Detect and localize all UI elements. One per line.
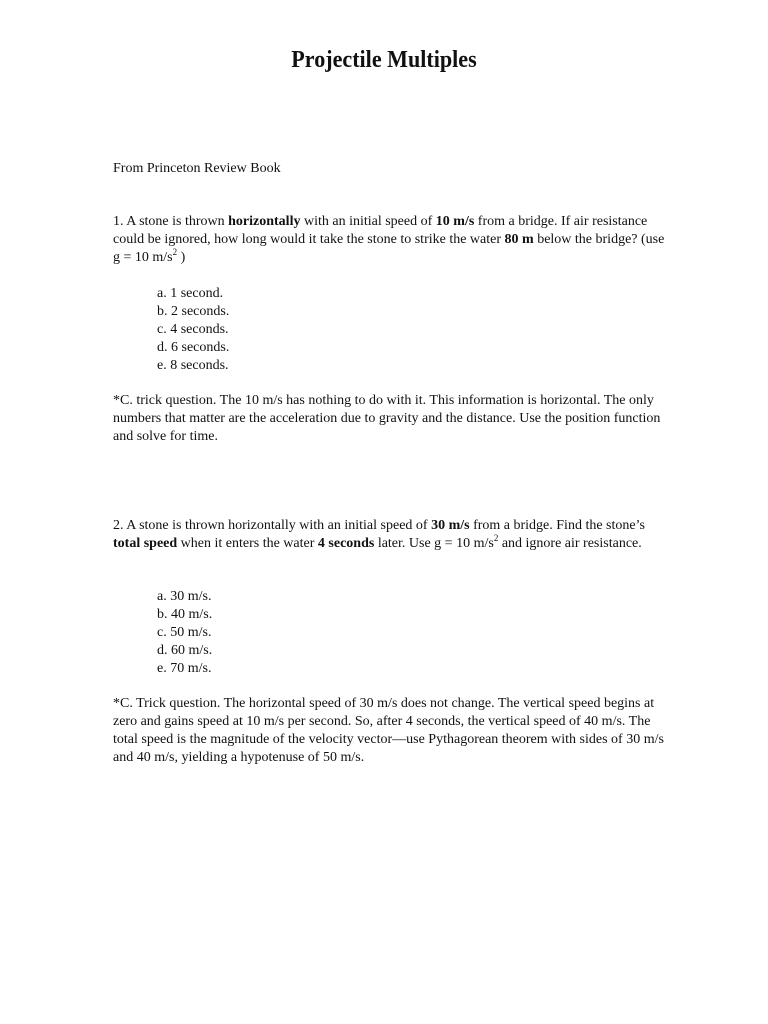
q2-bold-2: total speed	[113, 536, 178, 551]
q1-bold-2: 10 m/s	[435, 214, 475, 229]
q1-option-c: c. 4 seconds.	[157, 322, 229, 337]
q2-text-5: and ignore air resistance.	[498, 536, 642, 551]
q2-text-2: from a bridge. Find the stone’s	[469, 518, 645, 533]
q2-option-a: a. 30 m/s.	[157, 589, 212, 604]
q1-option-d: d. 6 seconds.	[157, 340, 230, 355]
question-2-options	[157, 588, 212, 678]
question-1-answer: *C. trick question. The 10 m/s has nothing to do with it. This information is horizontal. The only numbers that matter are the acceleration due to gravity and the distance. Use the position function and solve for time.	[113, 393, 661, 444]
q2-option-e: e. 70 m/s.	[157, 661, 212, 676]
q2-bold-1: 30 m/s	[431, 518, 470, 533]
q2-text-1: 2. A stone is thrown horizontally with an initial speed of	[113, 518, 432, 533]
q1-text-1: 1. A stone is thrown	[113, 214, 229, 229]
question-2-answer: *C. Trick question. The horizontal speed of 30 m/s does not change. The vertical speed begins at zero and gains speed at 10 m/s per second. So, after 4 seconds, the vertical speed of 40 m/s. The total speed is the magnitude of the velocity vector—use Pythagorean theorem with sides of 30 m/s and 40 m/s, yielding a hypotenuse of 50 m/s.	[113, 696, 664, 765]
question-1	[113, 213, 673, 267]
question-2	[113, 517, 673, 553]
question-1-options	[157, 285, 229, 375]
page-title: Projectile Multiples	[291, 47, 477, 73]
q1-bold-3: 80 m	[504, 232, 534, 247]
q1-text-3: from a bridge. If air resistance could be ignored, how long would it take the stone to strike the water	[113, 214, 648, 247]
q2-text-4: later. Use g = 10 m/s	[374, 536, 494, 551]
q1-text-5: )	[177, 250, 186, 265]
q1-option-e: e. 8 seconds.	[157, 358, 229, 373]
q1-superscript: 2	[172, 247, 178, 257]
q2-option-d: d. 60 m/s.	[157, 643, 213, 658]
q1-text-4: below the bridge? (use g = 10 m/s	[113, 232, 665, 265]
q2-bold-3: 4 seconds	[317, 536, 375, 551]
q1-option-b: b. 2 seconds.	[157, 304, 230, 319]
source-line: From Princeton Review Book	[113, 161, 281, 176]
q2-superscript: 2	[493, 533, 499, 543]
q2-option-b: b. 40 m/s.	[157, 607, 213, 622]
q2-option-c: c. 50 m/s.	[157, 625, 212, 640]
q1-bold-1: horizontally	[228, 214, 301, 229]
q1-option-a: a. 1 second.	[157, 286, 224, 301]
q1-text-2: with an initial speed of	[300, 214, 436, 229]
q2-text-3: when it enters the water	[177, 536, 318, 551]
